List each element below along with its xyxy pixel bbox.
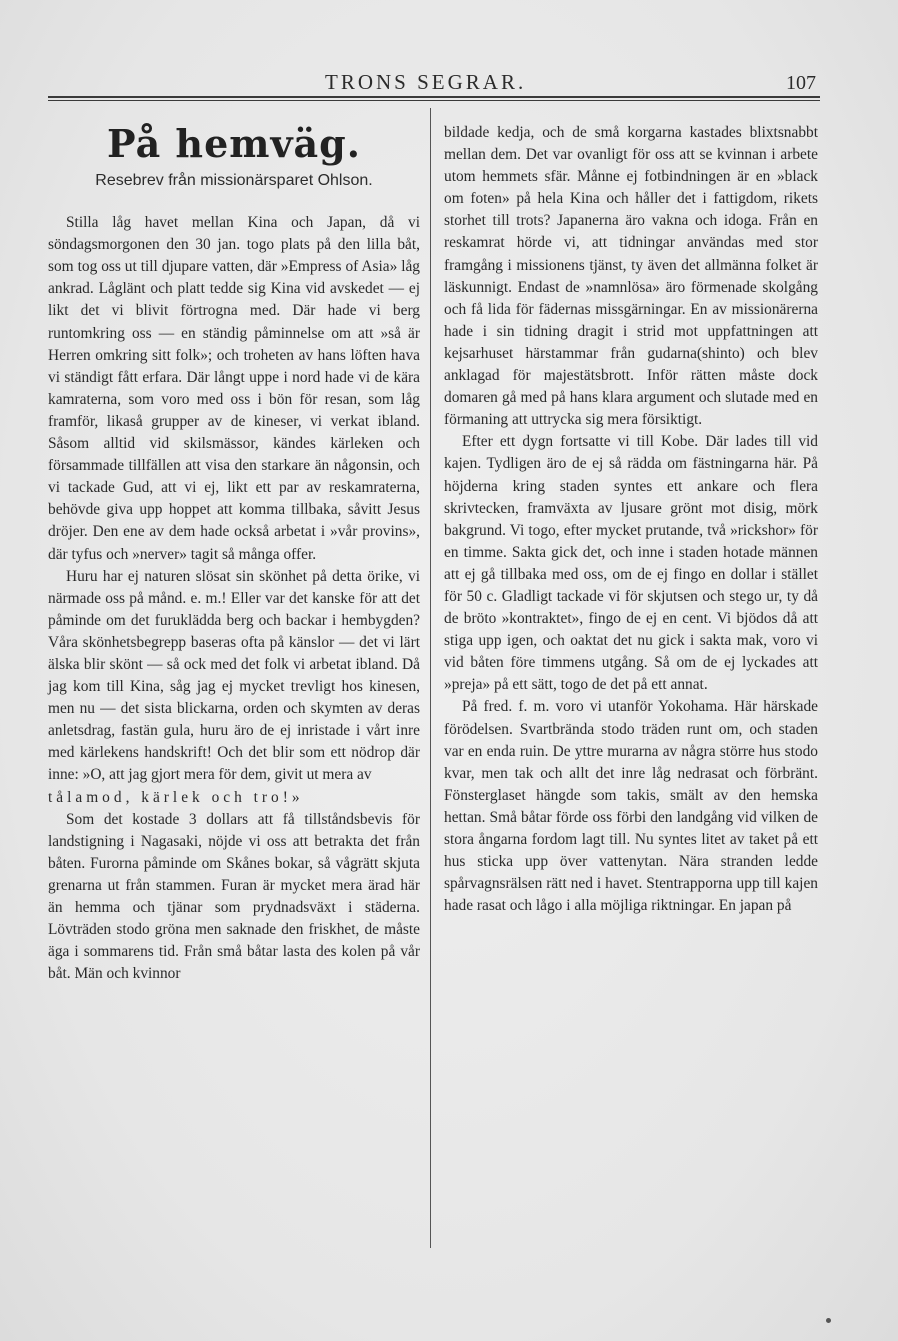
running-head [0,70,898,98]
paragraph: bildade kedja, och de små korgarna kastades blixtsnabbt mellan dem. Det var ovanligt för oss att se kvinnan i arbete utom hemmets sfär. Månne ej fotbindningen är en »black om foten» på hela Kina och håller det i fattigdom, rikets storhet till trots? Japanerna äro vakna och idoga. Från en reskamrat hörde vi, att tidningar användas med stor framgång i missionens tjänst, ty även det allmänna folket är läskunnigt. Endast de »namnlösa» äro förmenade skolgång och få lida för fädernas missgärningar. En av missionärerna hade i sin tidning dragit i strid mot uppfattningen att kejsarhuset härstammar från gudarna(shinto) och blev anklagad för majestätsbrott. Inför rätten måste dock domaren gå med på hans klara argument och slutade med en förmaning att uttrycka sig mera försiktigt. [444,124,818,429]
paragraph: På fred. f. m. voro vi utanför Yokohama. Här härskade förödelsen. Svartbrända stodo träden runt om, och staden var en enda ruin. De yttre murarna av några större hus stodo kvar, men tak och allt det inre låg nedrasat och förbränt. Fönsterglaset hängde som takis, smält av den hemska hettan. Små båtar förde oss förbi den landgång vid vilken de stora ångarna fordom lagt till. Nu syntes litet av taket på ett hus sticka upp över vattenytan. Nära stranden ledde spårvagnsrälsen rätt ned i havet. Stentrapporna upp till kajen hade rasat och lågo i alla möjliga riktningar. En japan på [444,698,818,915]
header-rule-top [48,96,820,98]
running-title: TRONS SEGRAR. [325,70,527,94]
paragraph: Stilla låg havet mellan Kina och Japan, då vi söndagsmorgonen den 30 jan. togo plats på den lilla båt, som tog oss ut till djupare vatten, där »Empress of Asia» låg ankrad. Låglänt och platt tedde sig Kina vid avskedet — ej likt det vi blivit förtrogna med. Där hade vi berg runtomkring oss — en ständig påminnelse om att »så är Herren omkring sitt folk»; och troheten av hans löften hava vi ständigt fått erfara. Där långt uppe i nord hade vi de kära kamraterna, som voro med oss i bön för resan, som låg framför, likaså grupper av de kineser, vi verkat ibland. Såsom alltid vid skilsmässor, kändes kärleken och försammade tillfällen att visa den starkare än någonsin, och vi tackade Gud, att vi ej, likt ett par av reskamraterna, behövde giva upp hoppet att komma tillbaka, såvitt Jesus dröjer. Den ene av dem hade också arbetat i »vår provins», där tyfus och »nerver» tagit så många offer. [48,214,420,563]
page-speck [826,1318,831,1323]
column-divider [430,108,431,1248]
paragraph: Efter ett dygn fortsatte vi till Kobe. Där lades till vid kajen. Tydligen äro de ej så rädda om fästningarna här. På höjderna kring staden syntes ett ankare och flera skrivtecken, framväxta av ljusare grönt mot disig, mörk bakgrund. Vi togo, efter mycket prutande, två »rickshor» för en timme. Sakta gick det, och inne i staden hotade männen att ej gå tillbaka med oss, om de ej fingo en dollar i stället för 50 c. Gladligt tackade vi för skjutsen och stego ur, ty då de bröto »kontraktet», fingo de ej en cent. Vi bjödos då att stiga upp igen, och oaktat det nu gick i sakta mak, voro vi vid båten före timmens utgång. Så om de ej lyckades att »preja» på ett sätt, togo de det på ett annat. [444,433,818,694]
left-column [48,118,420,985]
paragraph: Som det kostade 3 dollars att få tillståndsbevis för landstigning i Nagasaki, nöjde vi oss att betrakta det från båten. Furorna påminde om Skånes bokar, så vågrätt skjuta grenarna ut från stammen. Furan är mycket mera ärad här än hemma och tjänar som prydnadsväxt i städerna. Lövträden stodo gröna men saknade den friskhet, de måste äga i sommarens tid. Från små båtar lasta des kolen på vår båt. Män och kvinnor [48,810,420,983]
paragraph-emphasis: tålamod, kärlek och tro!» [48,788,304,806]
article-title: På hemväg. [107,121,361,166]
page-number: 107 [786,72,816,94]
paragraph: Huru har ej naturen slösat sin skönhet på detta örike, vi närmade oss på månd. e. m.! Eller var det kanske för att det påminde om det furuklädda berg och backar i hembygden? Våra skönhetsbegrepp baseras ofta på känslor — det vi lärt älska blir skönt — så ock med det folk vi arbetat ibland. Då jag kom till Kina, såg jag ej mycket trevligt hos kinesen, men nu — det sista blickarna, orden och skymten av deras anletsdrag, fastän gula, huru äro de ej inristade i vårt inre med kärlekens handskrift! Och det blir som ett nödrop där inne: »O, att jag gjort mera för dem, givit ut mera av [48,567,420,784]
article-byline: Resebrev från missionärsparet Ohlson. [95,172,373,189]
right-column [444,122,818,917]
header-rule-bottom [48,100,820,101]
